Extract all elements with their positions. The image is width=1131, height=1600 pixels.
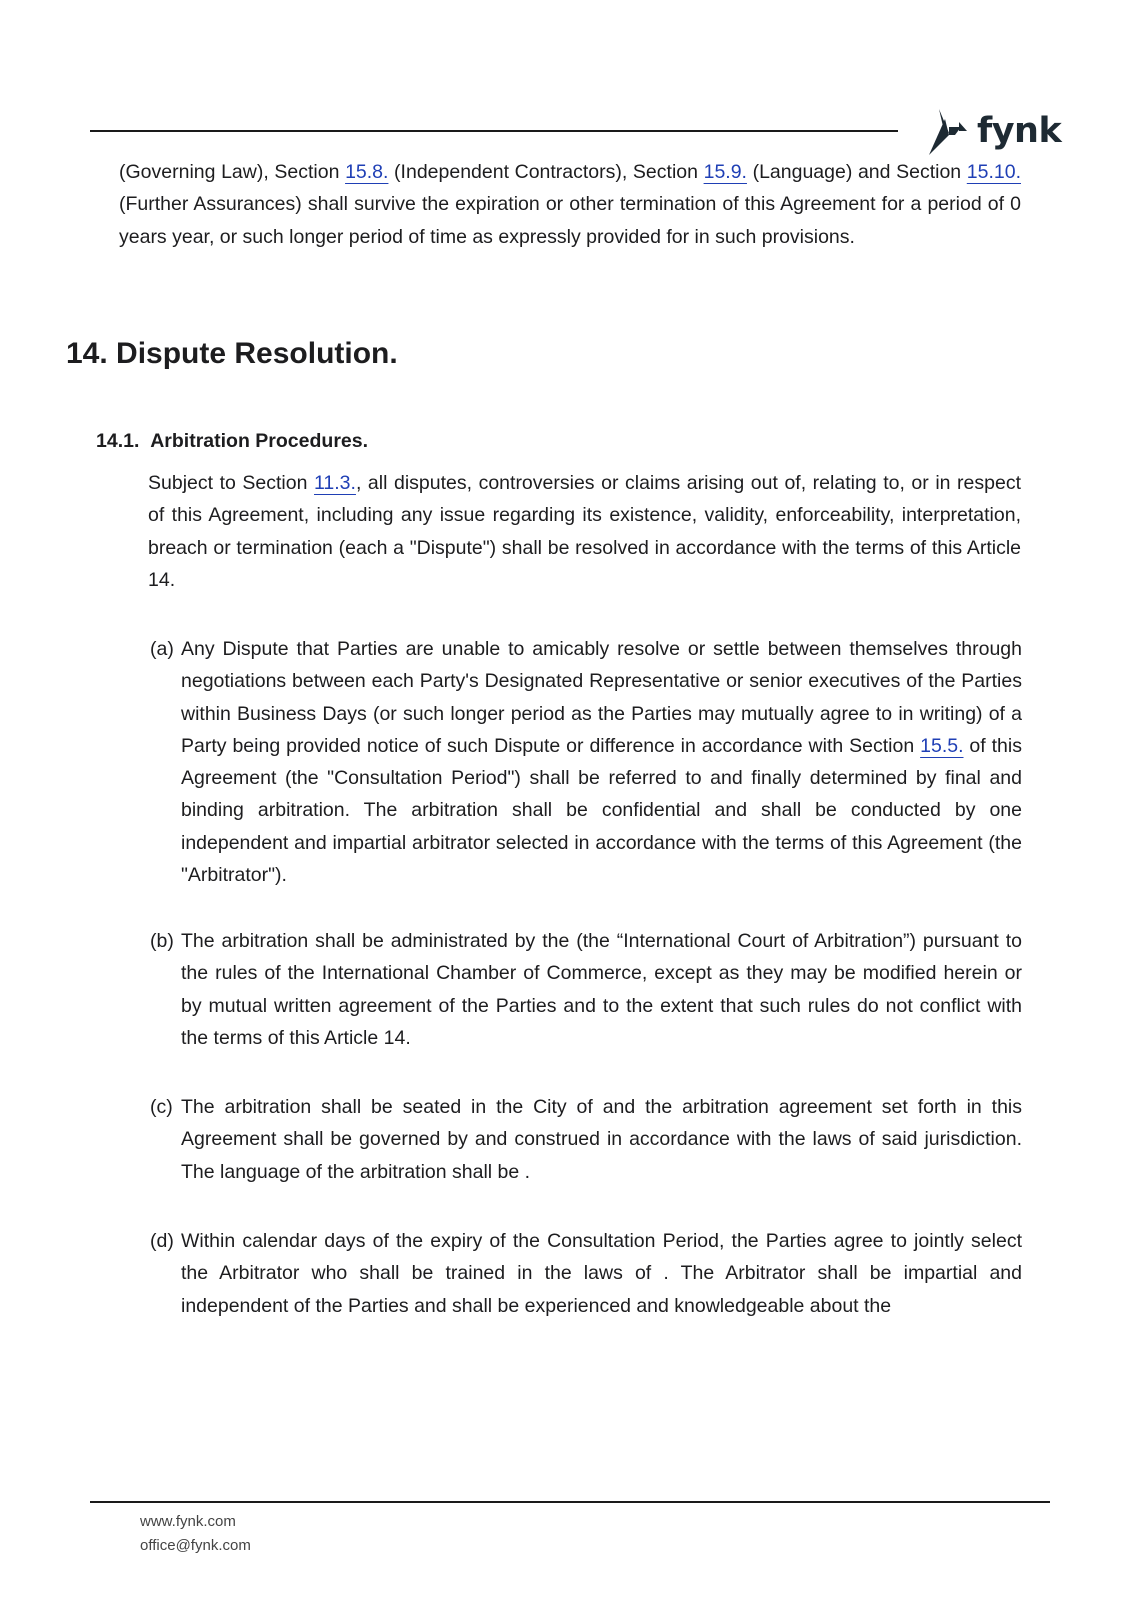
header-divider [90,130,898,132]
list-item-c [150,1091,1022,1188]
footer-divider [90,1501,1050,1503]
item-text: Any Dispute that Parties are unable to amicably resolve or settle between themselves through negotiations between each Party's Designated Representative or senior executives of the Parties within Business Days (or such longer period as the Parties may mutually agree to in writing) of a Party being provided notice of such Dispute or difference in accordance with Section 15.5. of this Agreement (the "Consultation Period") shall be referred to and finally determined by final and binding arbitration. The arbitration shall be confidential and shall be conducted by one independent and impartial arbitrator selected in accordance with the terms of this Agreement (the "Arbitrator"). [181,638,1022,887]
section-link-11-3[interactable]: 11.3. [314,472,356,494]
fynk-logo [925,105,1061,157]
section-heading: 14. Dispute Resolution. [66,337,398,370]
list-item-d [150,1225,1022,1322]
logo-text: fynk [977,111,1062,151]
section-link-15-9[interactable]: 15.9. [703,161,747,183]
subsection-paragraph: Subject to Section 11.3., all disputes, controversies or claims arising out of, relating to, or in respect of this Agreement, including any issue regarding its existence, validity, enforceability, interpretation, breach or termination (each a "Dispute") shall be resolved in accordance with the terms of this Article 14. [148,472,1021,591]
list-item-b [150,925,1022,1054]
item-label: (a) [150,638,174,660]
subsection-title: Arbitration Procedures. [150,430,369,452]
subsection-heading [96,430,368,453]
footer-email[interactable]: office@fynk.com [140,1537,251,1554]
item-text: The arbitration shall be administrated by the (the “International Court of Arbitration”) pursuant to the rules of the International Chamber of Commerce, except as they may be modified herein or by mutual written agreement of the Parties and to the extent that such rules do not conflict with the terms of this Article 14. [181,930,1022,1049]
intro-paragraph: (Governing Law), Section 15.8. (Independent Contractors), Section 15.9. (Language) and Section 15.10. (Further Assurances) shall survive the expiration or other termination of this Agreement for a period of 0 years year, or such longer period of time as expressly provided for in such provisions. [119,161,1021,248]
item-label: (c) [150,1096,173,1118]
section-link-15-5[interactable]: 15.5. [920,734,964,757]
bird-logo-icon [925,105,971,157]
footer-website[interactable]: www.fynk.com [140,1513,236,1530]
subsection-number: 14.1. [96,430,140,452]
item-label: (d) [150,1230,174,1252]
item-text: Within calendar days of the expiry of the Consultation Period, the Parties agree to jointly select the Arbitrator who shall be trained in the laws of . The Arbitrator shall be impartial and independent of the Parties and shall be experienced and knowledgeable about the [181,1230,1022,1317]
item-text: The arbitration shall be seated in the City of and the arbitration agreement set forth in this Agreement shall be governed by and construed in accordance with the laws of said jurisdiction. The language of the arbitration shall be . [181,1096,1022,1183]
section-link-15-8[interactable]: 15.8. [345,161,389,183]
footer [140,1510,251,1558]
item-label: (b) [150,930,174,952]
section-link-15-10[interactable]: 15.10. [966,161,1021,183]
list-item-a [150,633,1022,891]
